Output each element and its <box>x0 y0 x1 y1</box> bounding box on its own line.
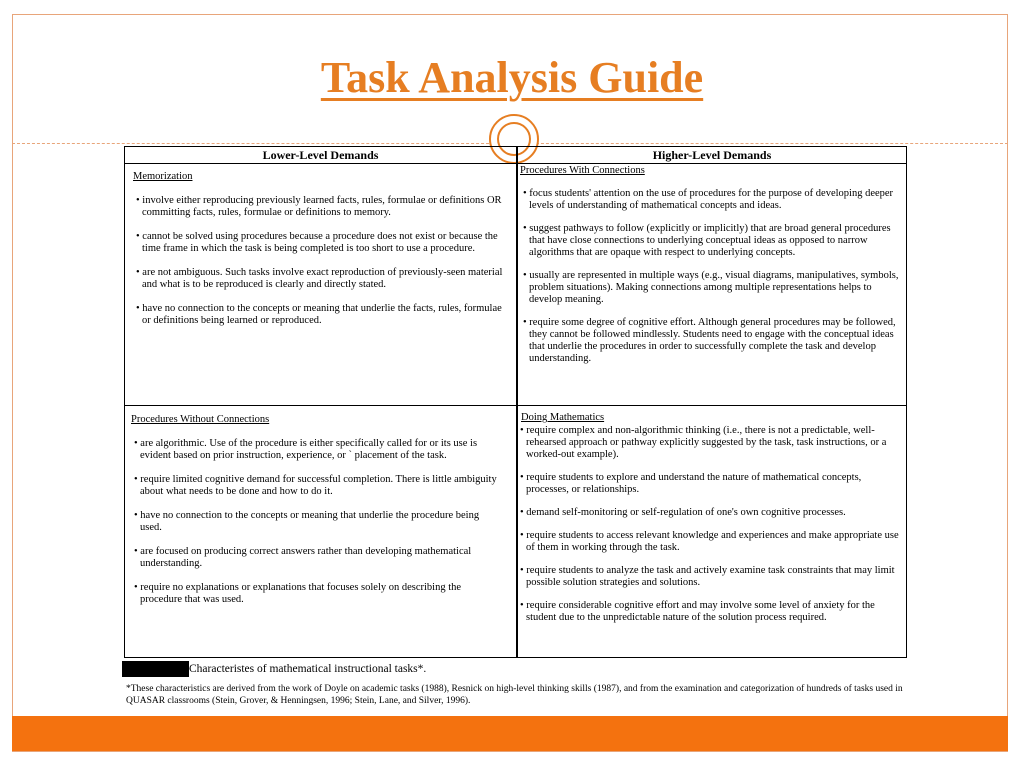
doing-mathematics-bullet: • require students to explore and understand the nature of mathematical concepts, processes, or relationships. <box>520 472 862 495</box>
header-higher-level: Higher-Level Demands <box>652 148 772 162</box>
page-title: Task Analysis Guide <box>320 53 704 102</box>
doing-mathematics-cell <box>517 412 903 635</box>
caption-text: Characteristes of mathematical instructional tasks*. <box>189 663 427 675</box>
doing-mathematics-bullet: • require students to analyze the task and actively examine task constraints that may limit possible solution strategies and solutions. <box>520 565 895 588</box>
memorization-heading: Memorization <box>133 171 193 182</box>
procedures-with-connections-cell <box>520 165 902 376</box>
task-analysis-table <box>124 146 907 658</box>
procedures-with-bullet: • focus students' attention on the use of procedures for the purpose of developing deeper levels of understanding of mathematical concepts and ideas. <box>523 188 894 211</box>
table-header-divider <box>125 163 906 164</box>
procedures-without-connections-heading: Procedures Without Connections <box>131 414 270 425</box>
doing-mathematics-bullet: • demand self-monitoring or self-regulation of one's own cognitive processes. <box>520 507 846 518</box>
procedures-without-bullet: • have no connection to the concepts or meaning that underlie the procedure being used. <box>134 510 480 533</box>
doing-mathematics-bullet: • require complex and non-algorithmic thinking (i.e., there is not a predictable, well-rehearsed approach or pathway explicitly suggested by the task, task instructions, or a worked-out example). <box>520 425 887 460</box>
procedures-with-bullet: • suggest pathways to follow (explicitly or implicitly) that are broad general procedures that have close connections to underlying conceptual ideas as opposed to narrow algorithms that are opaque with respect to underlying concepts. <box>523 223 891 258</box>
procedures-without-connections-cell <box>131 414 503 618</box>
memorization-bullet: • cannot be solved using procedures because a procedure does not exist or because the time frame in which the task is being completed is too short to use a procedure. <box>136 231 498 254</box>
table-row-divider <box>125 405 906 406</box>
memorization-bullet: • involve either reproducing previously learned facts, rules, formulae or definitions OR committing facts, rules, formulae or definitions to memory. <box>136 195 502 218</box>
footnote: *These characteristics are derived from the work of Doyle on academic tasks (1988), Resnick on high-level thinking skills (1987), and from the examination and categorization of hundreds of tasks used in QUASAR classrooms (Stein, Grover, & Henningsen, 1996; Stein, Lane, and Silver, 1996). <box>126 684 903 706</box>
redaction-block <box>122 661 189 677</box>
table-caption <box>122 661 426 677</box>
footer-bar <box>12 716 1008 751</box>
doing-mathematics-bullet: • require considerable cognitive effort and may involve some level of anxiety for the student due to the unpredictable nature of the solution process required. <box>520 600 875 623</box>
procedures-with-connections-heading: Procedures With Connections <box>520 165 645 176</box>
procedures-with-bullet: • require some degree of cognitive effort. Although general procedures may be followed, they cannot be followed mindlessly. Students need to engage with the conceptual ideas that underlie the procedures in order to successfully complete the task and develop understanding. <box>523 317 896 364</box>
doing-mathematics-heading: Doing Mathematics <box>521 412 605 423</box>
procedures-without-bullet: • require no explanations or explanations that focuses solely on describing the procedure that was used. <box>134 582 462 605</box>
memorization-bullet: • are not ambiguous. Such tasks involve exact reproduction of previously-seen material and what is to be reproduced is clearly and directly stated. <box>136 267 503 290</box>
procedures-without-bullet: • require limited cognitive demand for successful completion. There is little ambiguity about what needs to be done and how to do it. <box>134 474 497 497</box>
procedures-without-bullet: • are algorithmic. Use of the procedure is either specifically called for or its use is evident based on prior instruction, experience, or ` placement of the task. <box>134 438 478 461</box>
doing-mathematics-bullet: • require students to access relevant knowledge and experiences and make appropriate use of them in working through the task. <box>520 530 899 553</box>
memorization-bullet: • have no connection to the concepts or meaning that underlie the facts, rules, formulae or definitions being learned or reproduced. <box>136 303 502 326</box>
memorization-cell <box>133 171 505 339</box>
header-lower-level: Lower-Level Demands <box>262 148 379 162</box>
procedures-without-bullet: • are focused on producing correct answers rather than developing mathematical understanding. <box>134 546 472 569</box>
procedures-with-bullet: • usually are represented in multiple ways (e.g., visual diagrams, manipulatives, symbols, problem situations). Making connections among multiple representations helps to develop meaning. <box>523 270 899 305</box>
